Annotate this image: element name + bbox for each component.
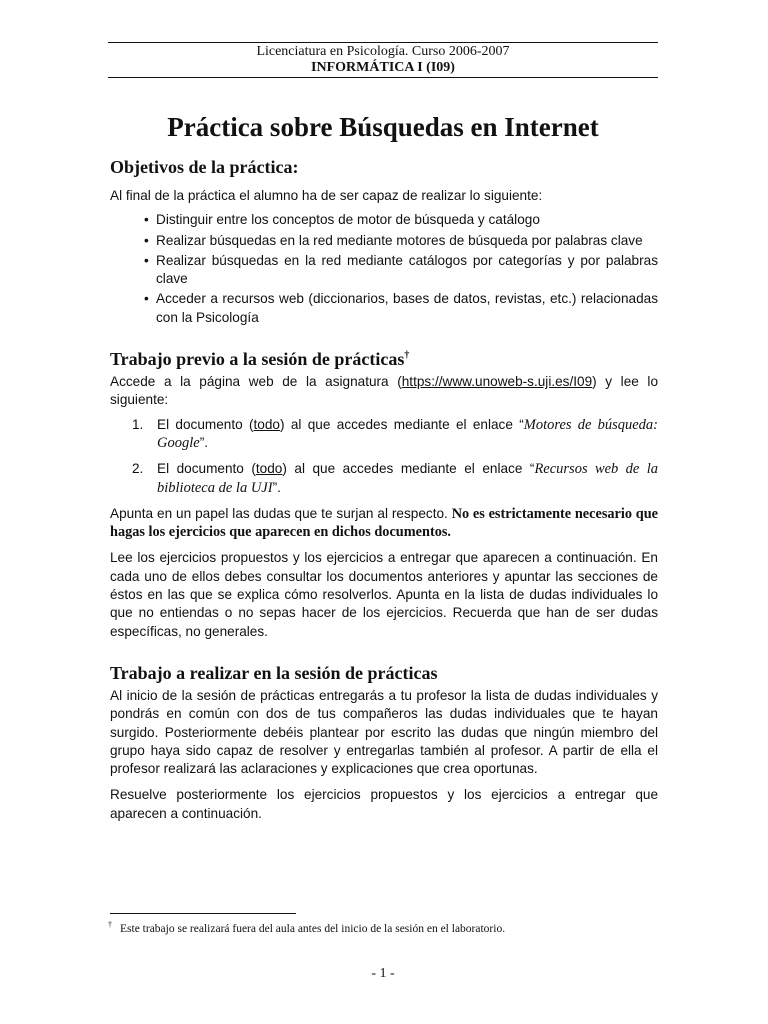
list-item: 2. El documento (todo) al que accedes mediante el enlace “Recursos web de la biblioteca de la UJI”. <box>132 461 658 496</box>
apunta-paragraph: Apunta en un papel las dudas que te surjan al respecto. No es estrictamente necesario que hagas los ejercicios que aparecen en dichos documentos. <box>110 505 658 541</box>
course-website-link[interactable]: https://www.unoweb-s.uji.es/I09 <box>401 374 593 390</box>
bullet-icon: • <box>144 252 149 268</box>
doc-link-biblioteca[interactable]: todo <box>255 461 283 477</box>
bold-note: No es estrictamente necesario que hagas los ejercicios que aparecen en dichos documentos. <box>110 505 658 541</box>
footnote-mark: † <box>108 920 112 930</box>
bullet-icon: • <box>144 212 149 228</box>
objectives-intro: Al final de la práctica el alumno ha de ser capaz de realizar lo siguiente: <box>110 188 543 203</box>
accede-paragraph: Accede a la página web de la asignatura (https://www.unoweb-s.uji.es/I09) y lee lo siguiente: <box>110 374 658 408</box>
doc-link-google[interactable]: todo <box>253 416 280 432</box>
bullet-icon: • <box>144 232 149 248</box>
inicio-paragraph: Al inicio de la sesión de prácticas entregarás a tu profesor la lista de dudas individuales y pondrás en común con dos de tus compañeros las dudas individuales que te hayan surgido. Posteriormente debéis plantear por escrito las dudas que ningún miembro del grupo haya sido capaz de resolver y entregarlas también al profesor. A partir de ella el profesor realizará las aclaraciones y explicaciones que crea oportunas. <box>110 687 658 777</box>
documents-list <box>110 416 658 497</box>
list-item: 1. El documento (todo) al que accedes mediante el enlace “Motores de búsqueda: Google”. <box>132 416 658 451</box>
list-item: • Realizar búsquedas en la red mediante motores de búsqueda por palabras clave <box>144 232 658 250</box>
page-number: - 1 - <box>371 966 395 981</box>
objectives-list <box>110 211 658 327</box>
list-item: • Distinguir entre los conceptos de motor de búsqueda y catálogo <box>144 211 658 229</box>
footnote-text: Este trabajo se realizará fuera del aula antes del inicio de la sesión en el laboratorio. <box>120 923 506 935</box>
document-title: Práctica sobre Búsquedas en Internet <box>167 112 599 142</box>
page-header <box>108 42 658 78</box>
lee-paragraph: Lee los ejercicios propuestos y los ejercicios a entregar que aparecen a continuación. En cada uno de ellos debes consultar los documentos anteriores y apuntar las secciones de éstos en las que se explica cómo resolverlos. Apunta en la lista de dudas individuales lo que no entiendas o no sepas hacer de los ejercicios. Recuerda que han de ser dudas específicas, no generales. <box>110 550 658 639</box>
footnote-divider <box>110 913 296 914</box>
footnote <box>108 922 668 936</box>
document-body <box>110 155 658 823</box>
header-course-line: Licenciatura en Psicología. Curso 2006-2007 <box>256 44 510 59</box>
header-subject-line: INFORMÁTICA I (I09) <box>311 60 455 75</box>
resuelve-paragraph: Resuelve posteriormente los ejercicios propuestos y los ejercicios a entregar que aparecen a continuación. <box>110 787 658 821</box>
list-item: • Acceder a recursos web (diccionarios, bases de datos, revistas, etc.) relacionadas con la Psicología <box>144 291 658 325</box>
list-item: • Realizar búsquedas en la red mediante catálogos por categorías y por palabras clave <box>144 252 658 287</box>
bullet-icon: • <box>144 291 149 307</box>
objectives-heading: Objetivos de la práctica: <box>110 157 299 177</box>
footnote-reference[interactable]: † <box>404 350 410 362</box>
realizar-heading: Trabajo a realizar en la sesión de prácticas <box>110 662 438 683</box>
previo-heading: Trabajo previo a la sesión de prácticas† <box>110 349 410 370</box>
